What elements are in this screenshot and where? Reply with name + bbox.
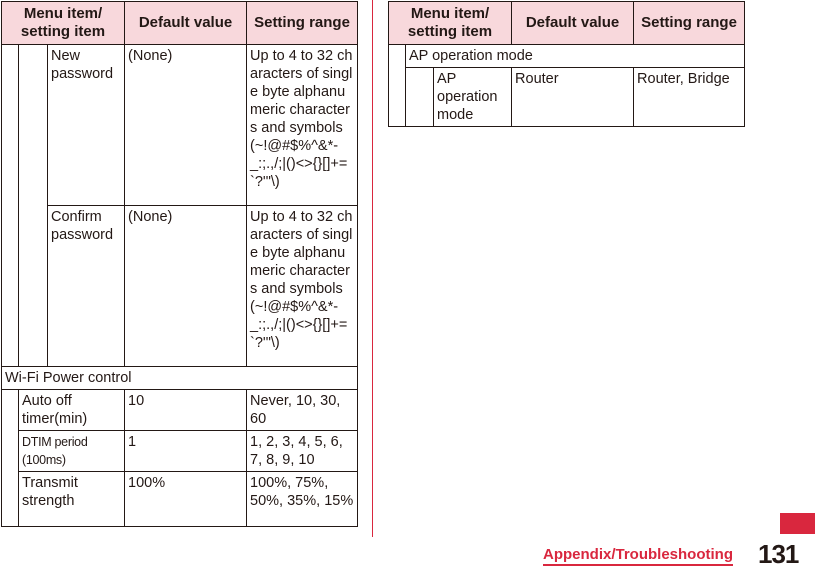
range-cell: Router, Bridge (634, 68, 745, 127)
item-cell: New password (48, 45, 125, 206)
footer-section-title: Appendix/Troubleshooting (543, 546, 733, 566)
default-cell: 1 (125, 431, 247, 472)
indent-cell (19, 45, 48, 367)
item-cell: AP operation mode (434, 68, 512, 127)
range-cell: Up to 4 to 32 characters of single byte alphanumeric characters and symbols (~!@#$%^&*-_:;.,/;|()<>{}[]+=`?'"\) (247, 45, 358, 206)
indent-cell (2, 390, 19, 527)
table-header-row (2, 2, 358, 45)
parent-indent-cell (2, 45, 19, 367)
group-row (2, 367, 358, 390)
table-row (2, 472, 358, 527)
parent-indent-cell (389, 45, 406, 127)
item-cell: DTIM period (100ms) (19, 431, 125, 472)
header-menu-item: Menu item/ setting item (2, 2, 125, 45)
table-header-row (389, 2, 745, 45)
item-cell: Auto off timer(min) (19, 390, 125, 431)
chapter-tab-marker (780, 513, 815, 534)
default-cell: (None) (125, 206, 247, 367)
column-divider (372, 0, 373, 537)
table-row (2, 45, 358, 206)
table-row (389, 45, 745, 68)
header-default-value: Default value (512, 2, 634, 45)
table-row (389, 68, 745, 127)
range-cell: Never, 10, 30, 60 (247, 390, 358, 431)
header-setting-range: Setting range (247, 2, 358, 45)
default-cell: Router (512, 68, 634, 127)
range-cell: Up to 4 to 32 characters of single byte alphanumeric characters and symbols (~!@#$%^&*-_:;.,/;|()<>{}[]+=`?'"\) (247, 206, 358, 367)
range-cell: 1, 2, 3, 4, 5, 6, 7, 8, 9, 10 (247, 431, 358, 472)
table-row (2, 390, 358, 431)
header-setting-range: Setting range (634, 2, 745, 45)
item-cell: Transmit strength (19, 472, 125, 527)
range-cell: 100%, 75%, 50%, 35%, 15% (247, 472, 358, 527)
table-row (2, 206, 358, 367)
indent-cell (406, 68, 434, 127)
default-cell: (None) (125, 45, 247, 206)
settings-table-right (388, 1, 745, 127)
page-number: 131 (758, 539, 799, 569)
settings-table-left (1, 1, 358, 527)
default-cell: 10 (125, 390, 247, 431)
table-row (2, 431, 358, 472)
group-label-ap-mode: AP operation mode (406, 45, 745, 68)
item-cell: Confirm password (48, 206, 125, 367)
default-cell: 100% (125, 472, 247, 527)
group-label-wifi-power: Wi-Fi Power control (2, 367, 358, 390)
header-menu-item: Menu item/ setting item (389, 2, 512, 45)
header-default-value: Default value (125, 2, 247, 45)
